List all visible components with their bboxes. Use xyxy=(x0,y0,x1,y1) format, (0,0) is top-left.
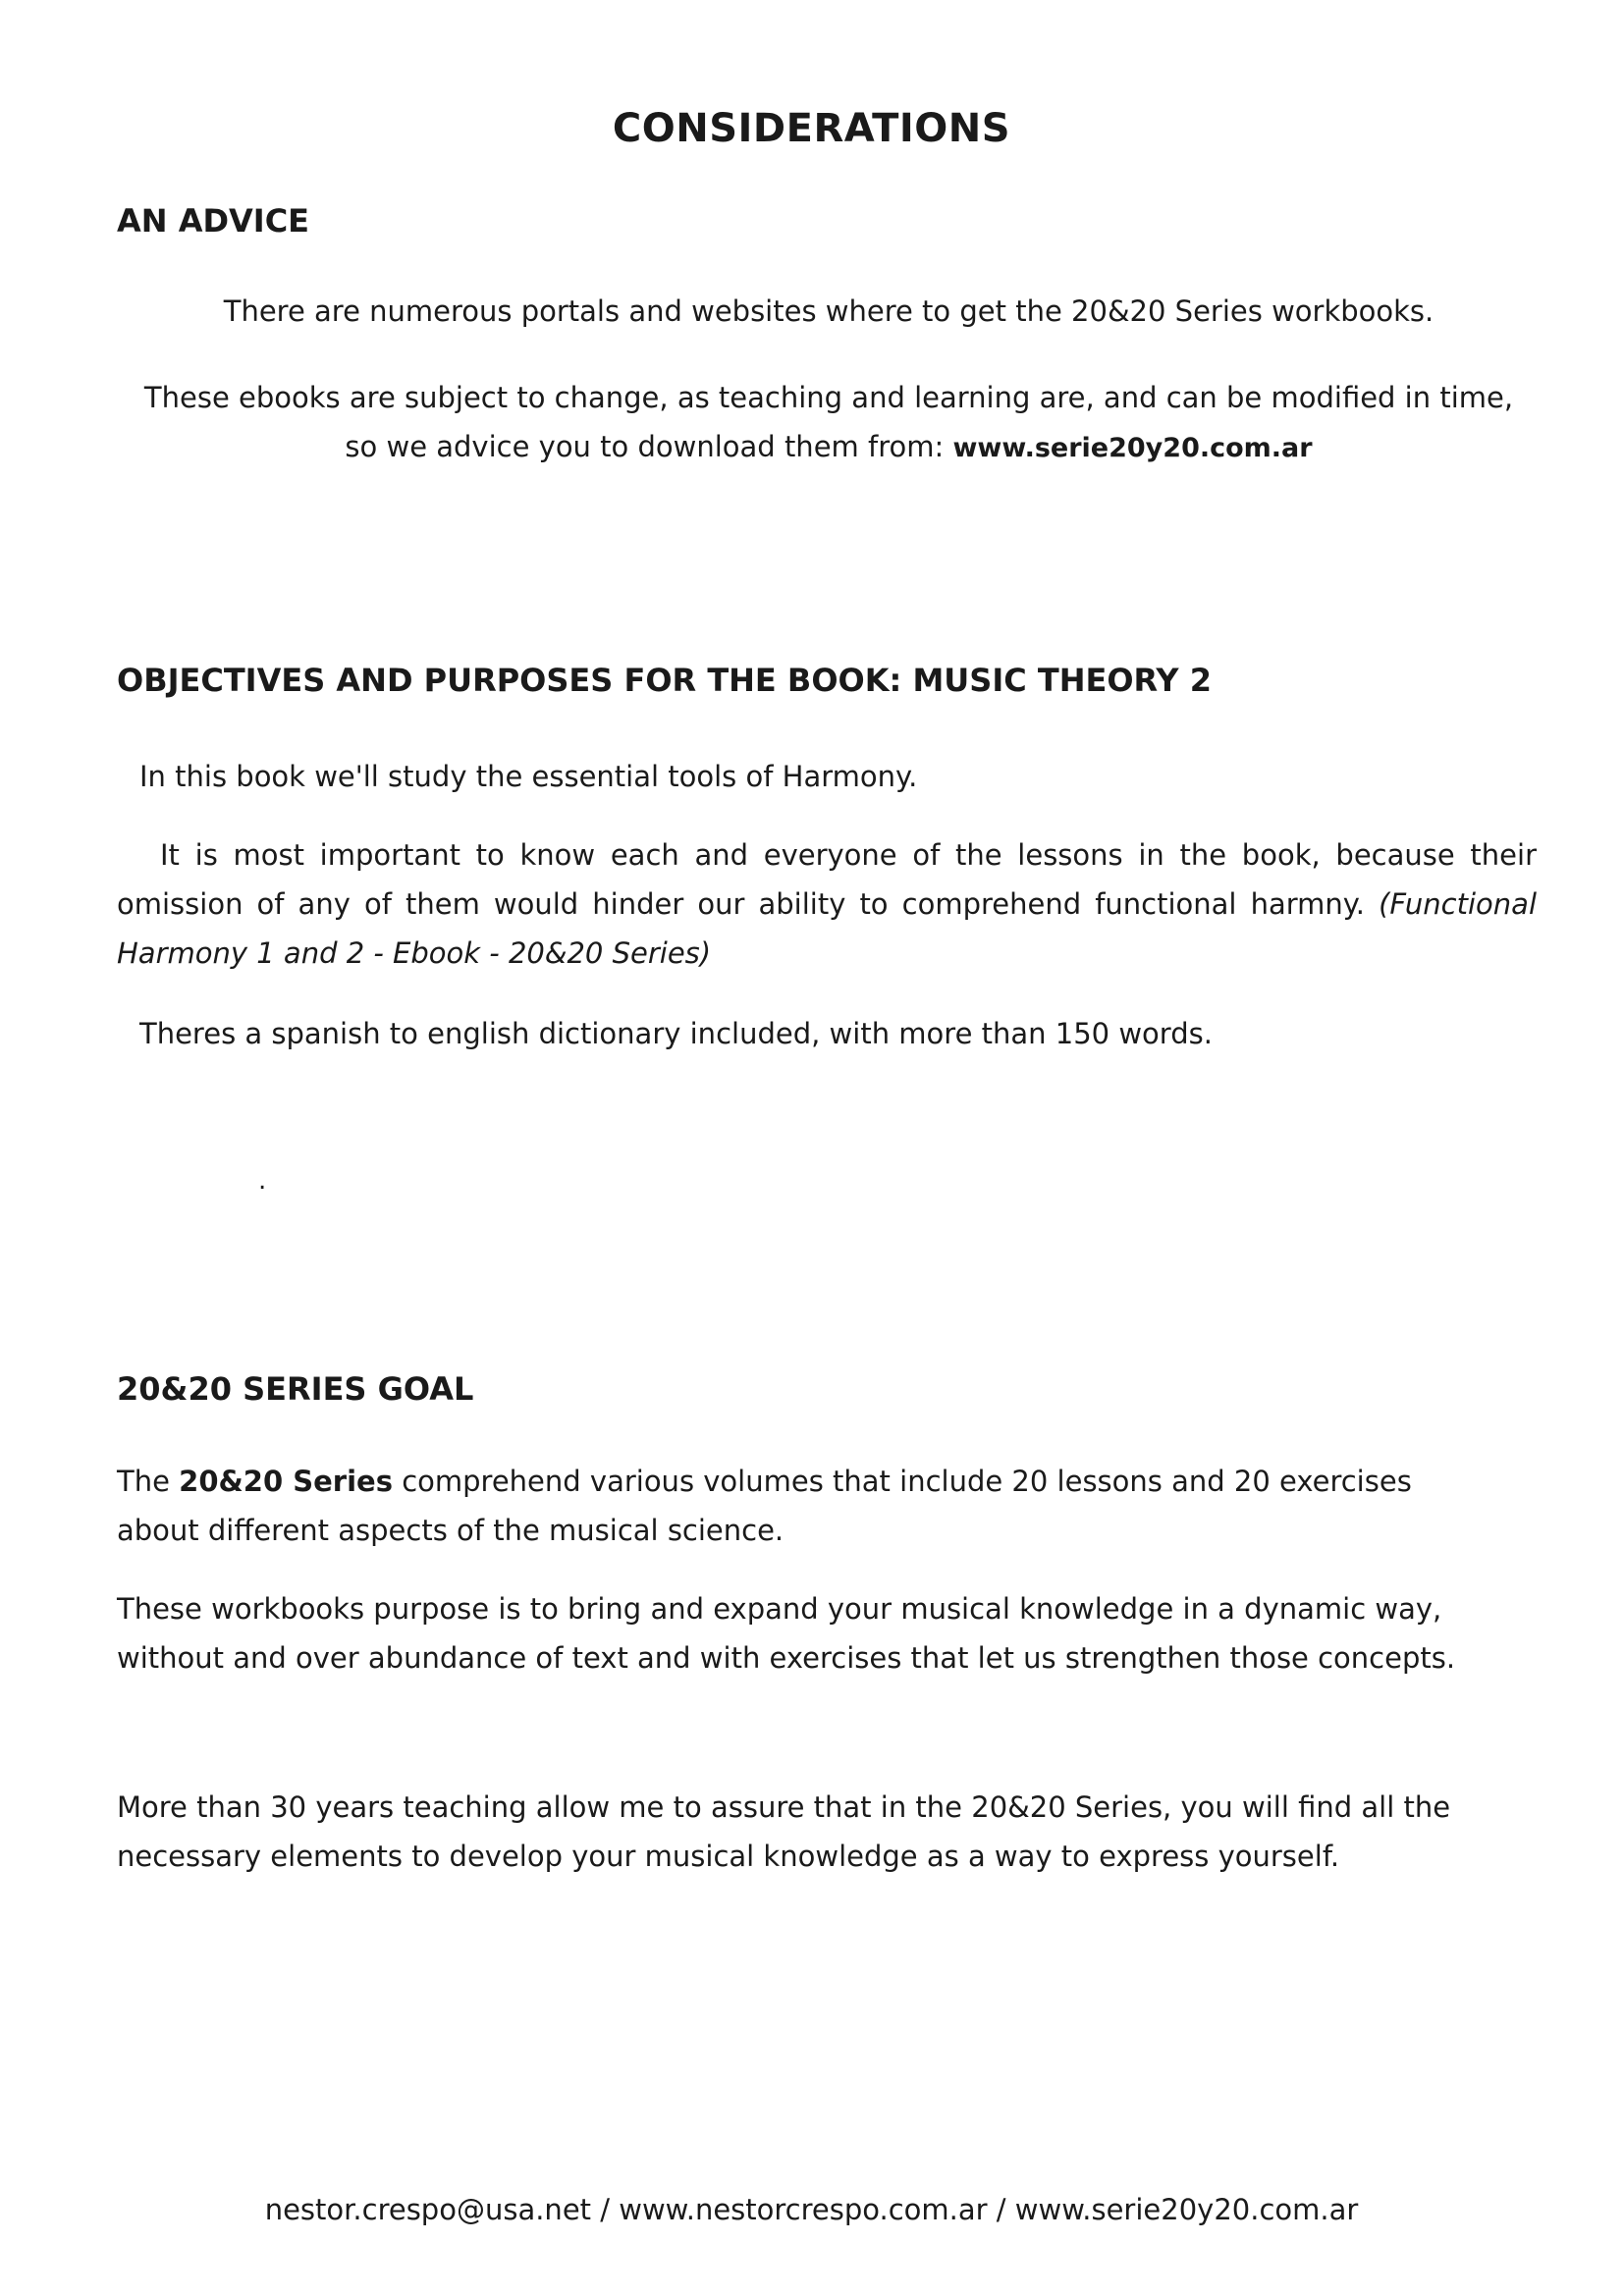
objectives-paragraph-3 xyxy=(139,1009,1559,1058)
advice-paragraph-2-line-2: so we advice you to download them from: xyxy=(345,430,953,463)
goal-paragraph-1-line-1-rest: comprehend various volumes that include 20 lessons and 20 exercises xyxy=(392,1465,1412,1498)
advice-paragraph-2 xyxy=(117,373,1541,473)
objectives-paragraph-2-text: It is most important to know each and everyone of the lessons in the book, because their omission of any of them would hinder our ability to comprehend functional harmny. xyxy=(117,838,1537,921)
advice-paragraph-2-line-1: These ebooks are subject to change, as teaching and learning are, and can be modified in time, xyxy=(143,381,1514,414)
goal-paragraph-2-line-1: These workbooks purpose is to bring and expand your musical knowledge in a dynamic way, xyxy=(117,1592,1442,1626)
goal-paragraph-2 xyxy=(117,1584,1537,1682)
goal-paragraph-3-line-1: More than 30 years teaching allow me to assure that in the 20&20 Series, you will find all the xyxy=(117,1790,1451,1824)
goal-paragraph-3-line-2: necessary elements to develop your musical knowledge as a way to express yourself. xyxy=(117,1840,1340,1873)
objectives-paragraph-2 xyxy=(117,830,1537,978)
page-title: CONSIDERATIONS xyxy=(612,106,1011,151)
objectives-paragraph-1-text: In this book we'll study the essential tools of Harmony. xyxy=(139,760,918,793)
page-footer xyxy=(0,2193,1623,2226)
goal-paragraph-2-line-2: without and over abundance of text and with exercises that let us strengthen those concepts. xyxy=(117,1641,1456,1675)
series-name: 20&20 Series xyxy=(179,1465,393,1498)
advice-paragraph-1 xyxy=(117,287,1541,336)
goal-paragraph-1-prefix: The xyxy=(117,1465,180,1498)
advice-heading: AN ADVICE xyxy=(117,202,310,240)
goal-paragraph-1 xyxy=(117,1457,1537,1555)
stray-dot: . xyxy=(258,1166,267,1196)
goal-paragraph-1-line-2: about different aspects of the musical science. xyxy=(117,1514,784,1547)
goal-heading: 20&20 SERIES GOAL xyxy=(117,1370,474,1408)
advice-paragraph-1-text: There are numerous portals and websites where to get the 20&20 Series workbooks. xyxy=(223,294,1434,328)
objectives-paragraph-3-text: Theres a spanish to english dictionary included, with more than 150 words. xyxy=(139,1017,1213,1050)
goal-paragraph-3 xyxy=(117,1783,1537,1881)
objectives-heading: OBJECTIVES AND PURPOSES FOR THE BOOK: MUSIC THEORY 2 xyxy=(117,662,1212,699)
objectives-paragraph-1 xyxy=(139,752,1559,801)
footer-contact: nestor.crespo@usa.net / www.nestorcrespo.com.ar / www.serie20y20.com.ar xyxy=(264,2193,1359,2226)
download-link[interactable]: www.serie20y20.com.ar xyxy=(952,433,1313,463)
objectives-paragraph-2-reference: (Functional Harmony 1 and 2 - Ebook - 20&20 Series) xyxy=(117,887,1537,970)
